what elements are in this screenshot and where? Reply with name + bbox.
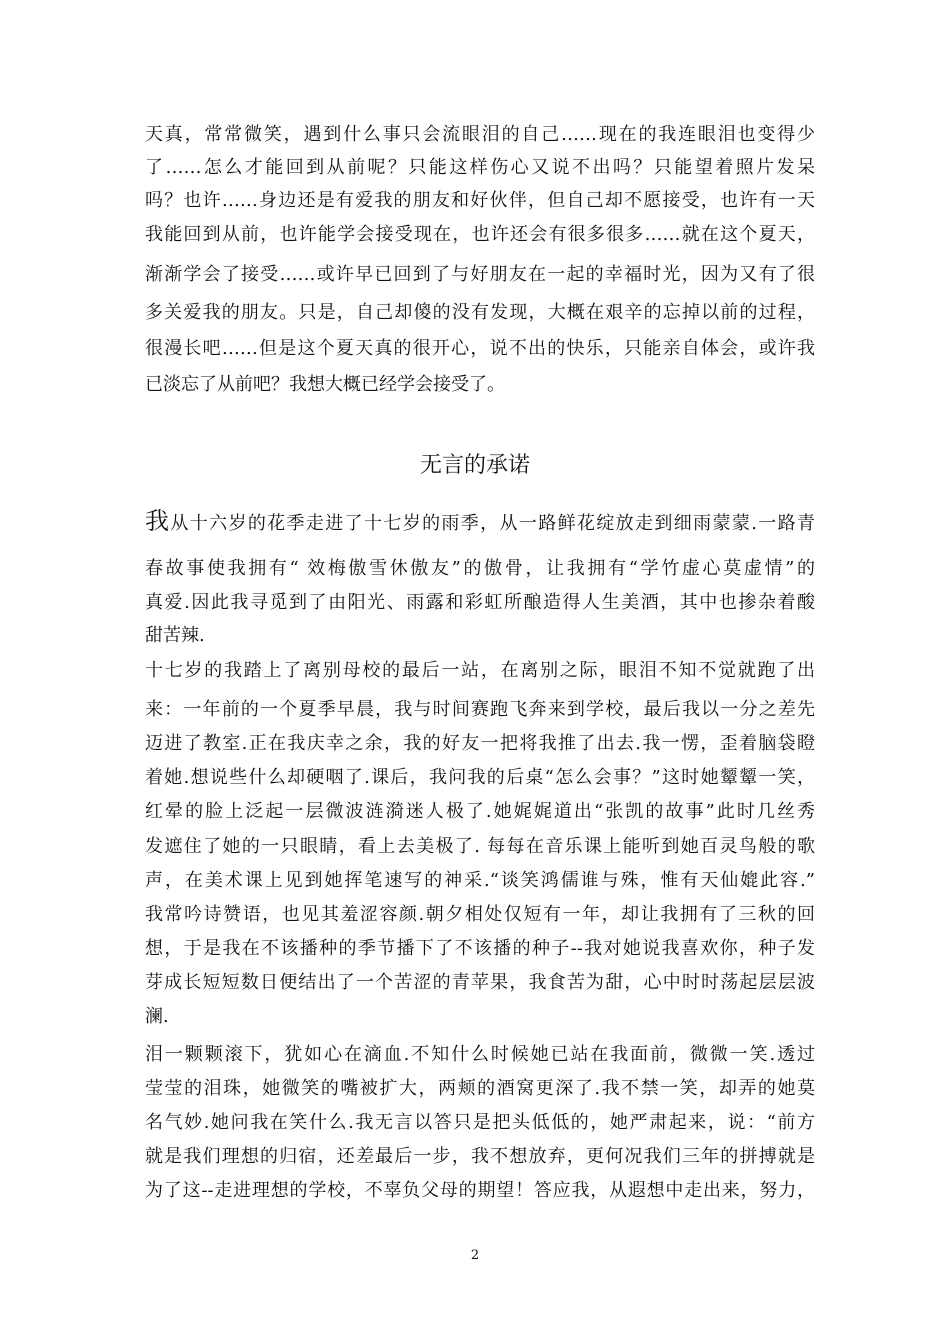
text-line: 来：一年前的一个夏季早晨，我与时间赛跑飞奔来到学校，最后我以一分之差先 bbox=[145, 699, 815, 720]
text-line: 就是我们理想的归宿，还差最后一步，我不想放弃，更何况我们三年的拼搏就是 bbox=[145, 1146, 815, 1167]
text-line: 我能回到从前，也许能学会接受现在，也许还会有很多很多……就在这个夏天， bbox=[145, 224, 815, 245]
text-line: 很漫长吧……但是这个夏天真的很开心，说不出的快乐，只能亲自体会，或许我 bbox=[145, 338, 815, 359]
text-line: 声，在美术课上见到她挥笔速写的神采.“谈笑鸿儒谁与殊，惟有天仙媲此容.” bbox=[145, 870, 815, 891]
text-line: 澜. bbox=[145, 1006, 169, 1027]
text-line: 吗？也许……身边还是有爱我的朋友和好伙伴，但自己却不愿接受，也许有一天 bbox=[145, 190, 815, 211]
text-line: 了……怎么才能回到从前呢？只能这样伤心又说不出吗？只能望着照片发呆 bbox=[145, 157, 815, 178]
text-line: 已淡忘了从前吧？我想大概已经学会接受了。 bbox=[145, 374, 505, 395]
text-line: 红晕的脸上泛起一层微波涟漪迷人极了.她娓娓道出“张凯的故事”此时几丝秀 bbox=[145, 801, 815, 822]
text-line: 芽成长短短数日便结出了一个苦涩的青苹果，我食苦为甜，心中时时荡起层层波 bbox=[145, 972, 815, 993]
text-line: 泪一颗颗滚下，犹如心在滴血.不知什么时候她已站在我面前，微微一笑.透过 bbox=[145, 1044, 815, 1065]
text-line: 真爱.因此我寻觅到了由阳光、雨露和彩虹所酿造得人生美酒，其中也掺杂着酸 bbox=[145, 592, 815, 613]
essay-title: 无言的承诺 bbox=[419, 453, 530, 478]
text-line: 想，于是我在不该播种的季节播下了不该播的种子--我对她说我喜欢你，种子发 bbox=[145, 938, 815, 959]
page-number: 2 bbox=[470, 1248, 480, 1263]
text-line: 着她.想说些什么却硬咽了.课后，我问我的后桌“怎么会事？”这时她颦颦一笑， bbox=[145, 767, 815, 788]
first-line-text: 从十六岁的花季走进了十七岁的雨季，从一路鲜花绽放走到细雨蒙蒙.一路青 bbox=[170, 513, 816, 534]
text-line: 渐渐学会了接受……或许早已回到了与好朋友在一起的幸福时光，因为又有了很 bbox=[145, 264, 815, 285]
text-line: 名气妙.她问我在笑什么.我无言以答只是把头低低的，她严肃起来，说：“前方 bbox=[145, 1112, 815, 1133]
text-line: 我常吟诗赞语，也见其羞涩容颜.朝夕相处仅短有一年，却让我拥有了三秋的回 bbox=[145, 904, 815, 925]
text-line-first bbox=[145, 507, 816, 535]
text-line: 天真，常常微笑，遇到什么事只会流眼泪的自己……现在的我连眼泪也变得少 bbox=[145, 124, 815, 145]
text-line: 为了这--走进理想的学校，不辜负父母的期望！答应我，从遐想中走出来，努力， bbox=[145, 1180, 815, 1201]
text-line: 发遮住了她的一只眼睛，看上去美极了. 每每在音乐课上能听到她百灵鸟般的歌 bbox=[145, 836, 815, 857]
text-line: 春故事使我拥有“ 效梅傲雪休傲友”的傲骨，让我拥有“学竹虚心莫虚情”的 bbox=[145, 558, 815, 579]
text-line: 迈进了教室.正在我庆幸之余，我的好友一把将我推了出去.我一愣，歪着脑袋瞪 bbox=[145, 733, 815, 754]
text-line: 甜苦辣. bbox=[145, 625, 205, 646]
text-line: 多关爱我的朋友。只是，自己却傻的没有发现，大概在艰辛的忘掉以前的过程， bbox=[145, 302, 815, 323]
drop-cap: 我 bbox=[145, 507, 171, 535]
text-line: 十七岁的我踏上了离别母校的最后一站，在离别之际，眼泪不知不觉就跑了出 bbox=[145, 660, 815, 681]
text-line: 莹莹的泪珠，她微笑的嘴被扩大，两颊的酒窝更深了.我不禁一笑，却弄的她莫 bbox=[145, 1078, 815, 1099]
